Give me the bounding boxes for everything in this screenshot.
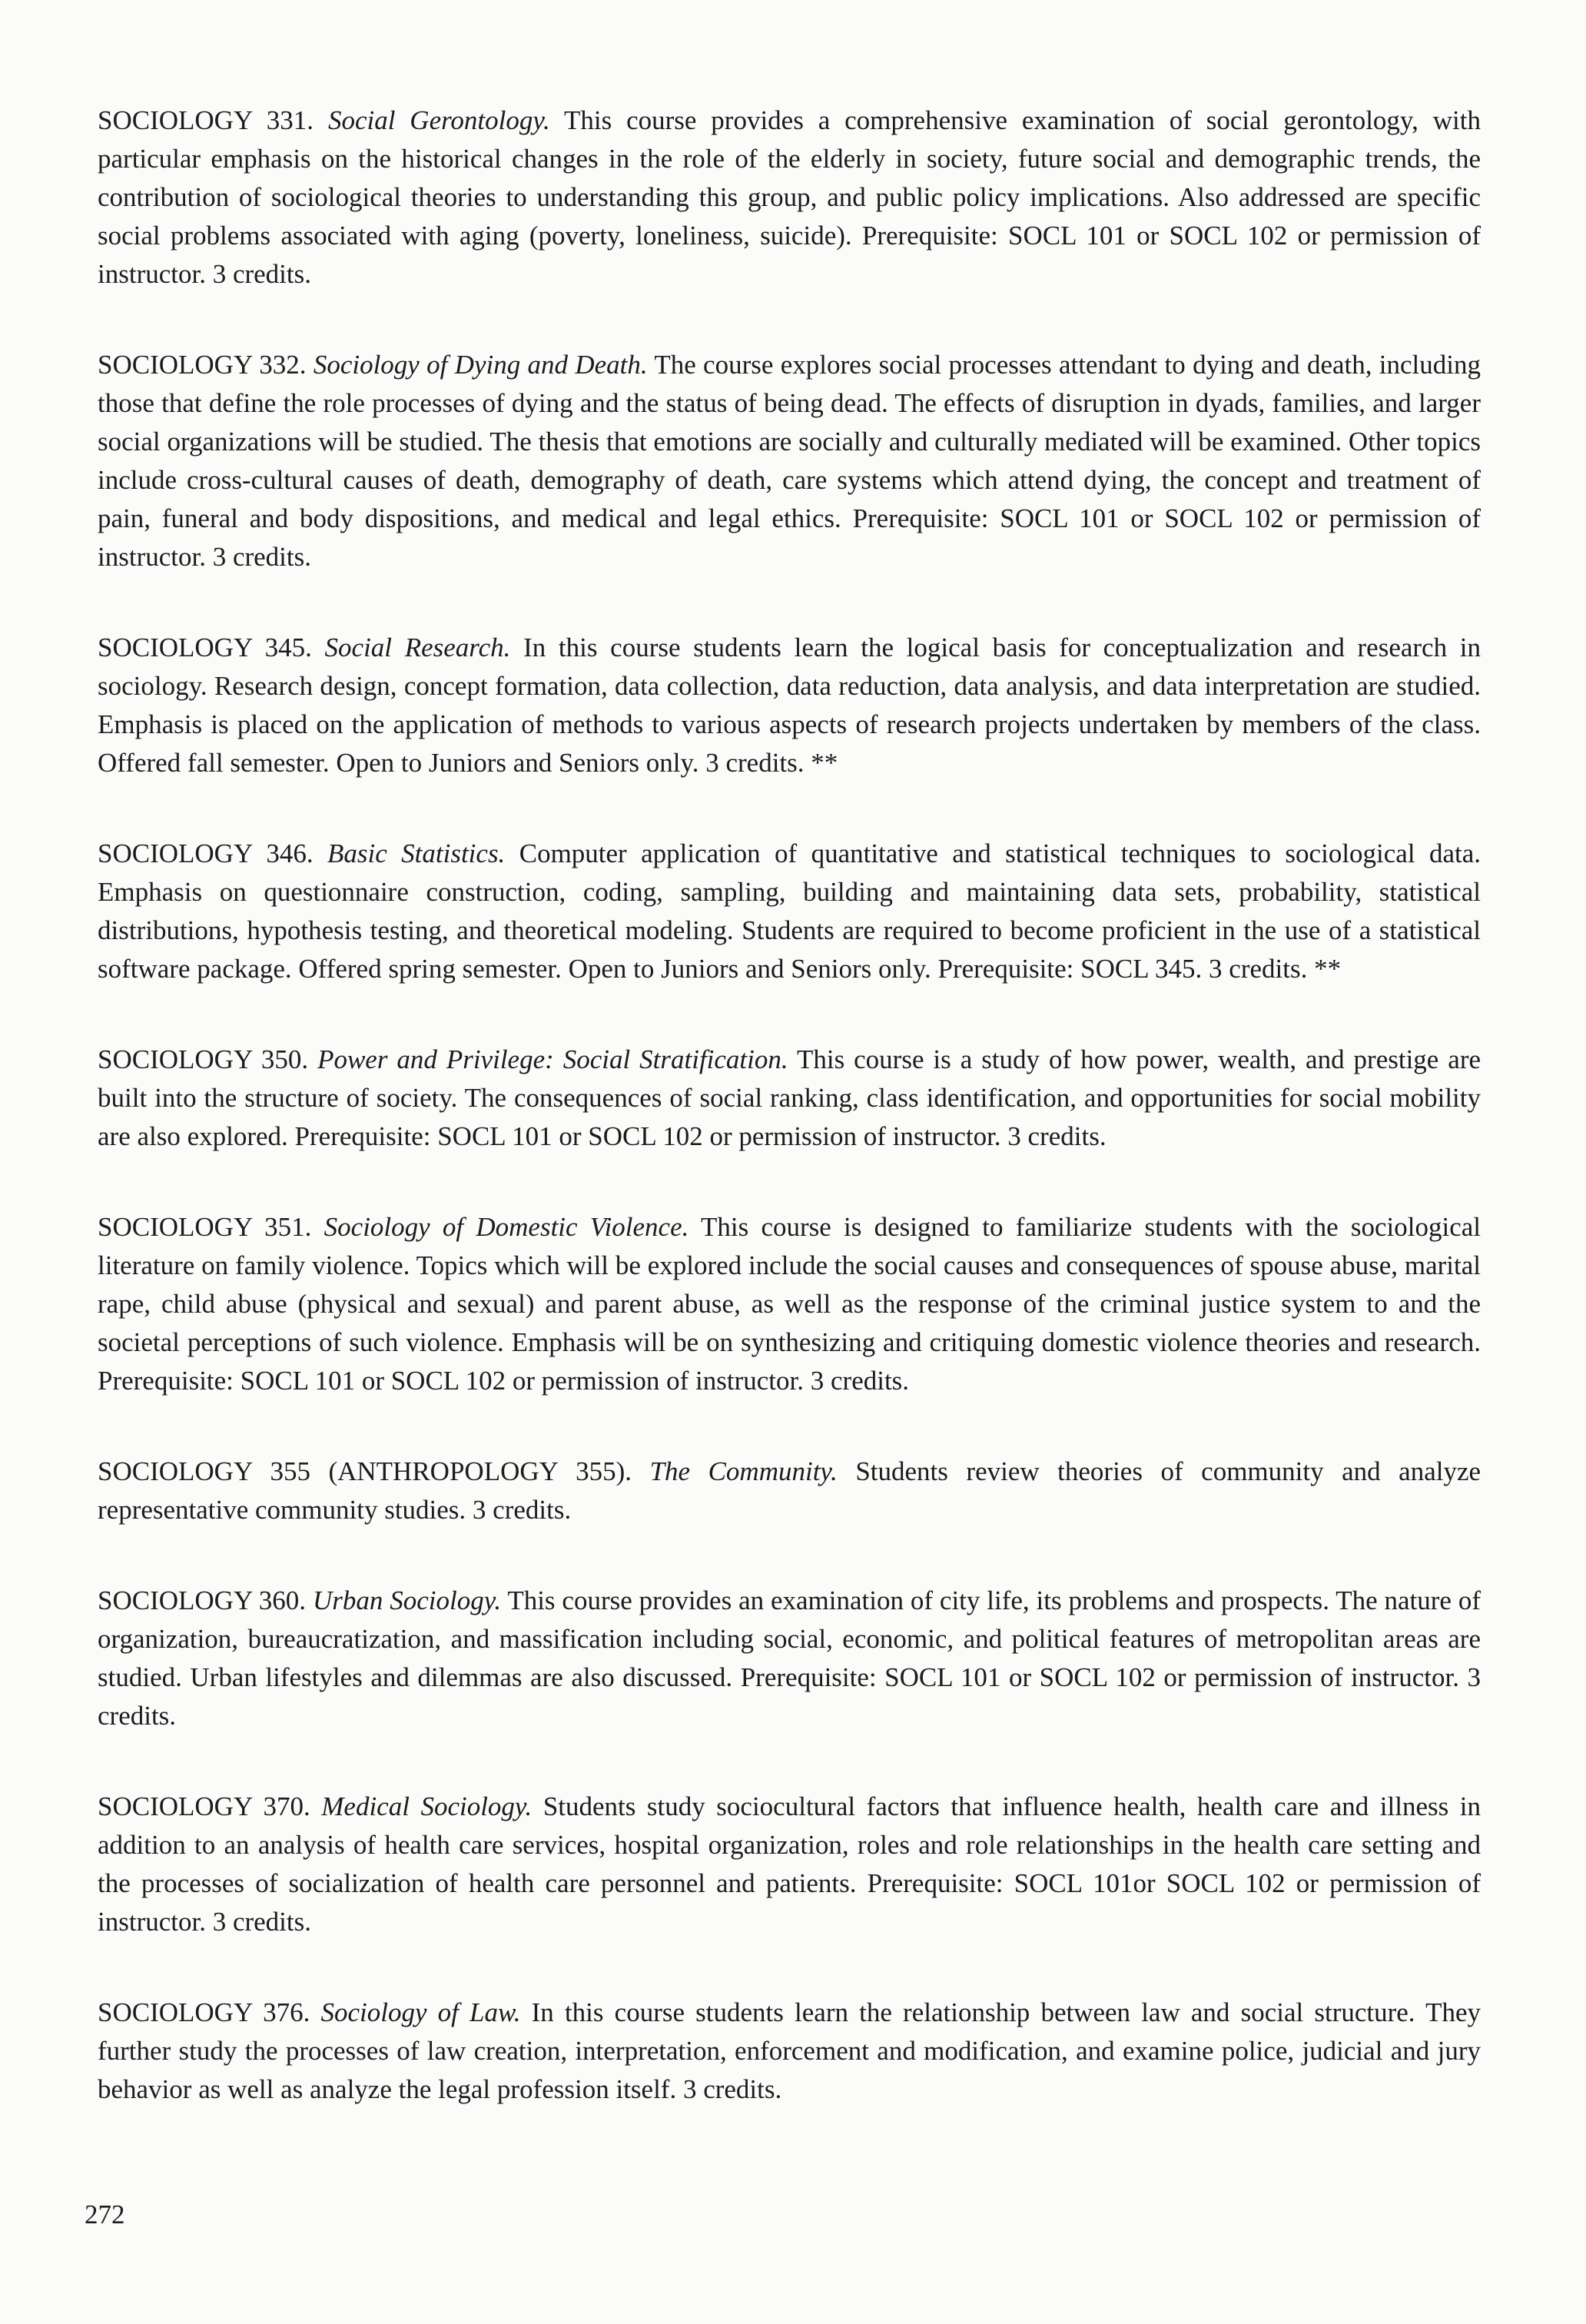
course-title: Power and Privilege: Social Stratification. [317, 1044, 788, 1074]
course-description: In this course students learn the relationship between law and social structure. They further study the processes of law creation, interpretation, enforcement and modification, and examine police, judicial and jury behavior as well as analyze the legal profession itself. 3 credits. [98, 1997, 1481, 2104]
course-description: This course is a study of how power, wealth, and prestige are built into the structure of society. The consequences of social ranking, class identification, and opportunities for social mobility are also explored. Prerequisite: SOCL 101 or SOCL 102 or permission of instructor. 3 credits. [98, 1044, 1481, 1151]
course-title: Basic Statistics. [327, 838, 506, 868]
course-code: SOCIOLOGY 346. [98, 838, 314, 868]
course-code: SOCIOLOGY 355 (ANTHROPOLOGY 355). [98, 1456, 632, 1486]
course-code: SOCIOLOGY 370. [98, 1791, 310, 1821]
page-number: 272 [85, 2200, 125, 2229]
course-title: Medical Sociology. [321, 1791, 533, 1821]
course-title: The Community. [649, 1456, 838, 1486]
course-description: Students study sociocultural factors that influence health, health care and illness in addition to an analysis of health care services, hospital organization, roles and role relationships in the health care setting and the processes of socialization of health care personnel and patients. Prerequisite: SOCL 101or SOCL 102 or permission of instructor. 3 credits. [98, 1791, 1481, 1937]
course-description: This course provides a comprehensive examination of social gerontology, with particular emphasis on the historical changes in the role of the elderly in society, future social and demographic trends, the contribution of sociological theories to understanding this group, and public policy implications. Also addressed are specific social problems associated with aging (poverty, loneliness, suicide). Prerequisite: SOCL 101 or SOCL 102 or permission of instructor. 3 credits. [98, 105, 1481, 289]
course-title: Sociology of Domestic Violence. [324, 1212, 689, 1242]
course-listing [98, 101, 1481, 2161]
course-code: SOCIOLOGY 332. [98, 350, 307, 380]
course-title: Urban Sociology. [312, 1585, 502, 1615]
course-description: In this course students learn the logical basis for conceptualization and research in sociology. Research design, concept formation, data collection, data reduction, data analysis, and data interpretation are studied. Emphasis is placed on the application of methods to various aspects of research projects undertaken by members of the class. Offered fall semester. Open to Juniors and Seniors only. 3 credits. ** [98, 632, 1481, 778]
course-code: SOCIOLOGY 345. [98, 632, 312, 662]
course-code: SOCIOLOGY 350. [98, 1044, 309, 1074]
course-entry-socl-331 [98, 101, 1481, 294]
course-code: SOCIOLOGY 376. [98, 1997, 310, 2027]
course-description: This course is designed to familiarize students with the sociological literature on family violence. Topics which will be explored include the social causes and consequences of spouse abuse, marital rape, child abuse (physical and sexual) and parent abuse, as well as the response of the criminal justice system to and the societal perceptions of such violence. Emphasis will be on synthesizing and critiquing domestic violence theories and research. Prerequisite: SOCL 101 or SOCL 102 or permission of instructor. 3 credits. [98, 1212, 1481, 1396]
course-entry-socl-376 [98, 1994, 1481, 2109]
course-entry-socl-346 [98, 835, 1481, 988]
course-entry-socl-360 [98, 1582, 1481, 1735]
course-entry-socl-332 [98, 346, 1481, 576]
course-code: SOCIOLOGY 360. [98, 1585, 307, 1615]
course-entry-socl-351 [98, 1208, 1481, 1400]
course-title: Social Gerontology. [327, 105, 550, 135]
course-description: The course explores social processes attendant to dying and death, including those that define the role processes of dying and the status of being dead. The effects of disruption in dyads, families, and larger social organizations will be studied. The thesis that emotions are socially and culturally mediated will be examined. Other topics include cross-cultural causes of death, demography of death, care systems which attend dying, the concept and treatment of pain, funeral and body dispositions, and medical and legal ethics. Prerequisite: SOCL 101 or SOCL 102 or permission of instructor. 3 credits. [98, 350, 1481, 572]
course-code: SOCIOLOGY 351. [98, 1212, 312, 1242]
course-description: Computer application of quantitative and statistical techniques to sociological data. Emphasis on questionnaire construction, coding, sampling, building and maintaining data sets, probability, statistical distributions, hypothesis testing, and theoretical modeling. Students are required to become proficient in the use of a statistical software package. Offered spring semester. Open to Juniors and Seniors only. Prerequisite: SOCL 345. 3 credits. ** [98, 838, 1481, 984]
course-description: This course provides an examination of city life, its problems and prospects. The nature of organization, bureaucratization, and massification including social, economic, and political features of metropolitan areas are studied. Urban lifestyles and dilemmas are also discussed. Prerequisite: SOCL 101 or SOCL 102 or permission of instructor. 3 credits. [98, 1585, 1481, 1731]
course-title: Sociology of Dying and Death. [313, 350, 648, 380]
course-code: SOCIOLOGY 331. [98, 105, 314, 135]
course-entry-socl-355 [98, 1452, 1481, 1529]
course-description: Students review theories of community and analyze representative community studies. 3 credits. [98, 1456, 1481, 1525]
course-entry-socl-370 [98, 1788, 1481, 1941]
course-title: Social Research. [324, 632, 511, 662]
course-entry-socl-350 [98, 1041, 1481, 1156]
course-title: Sociology of Law. [320, 1997, 521, 2027]
course-entry-socl-345 [98, 629, 1481, 782]
